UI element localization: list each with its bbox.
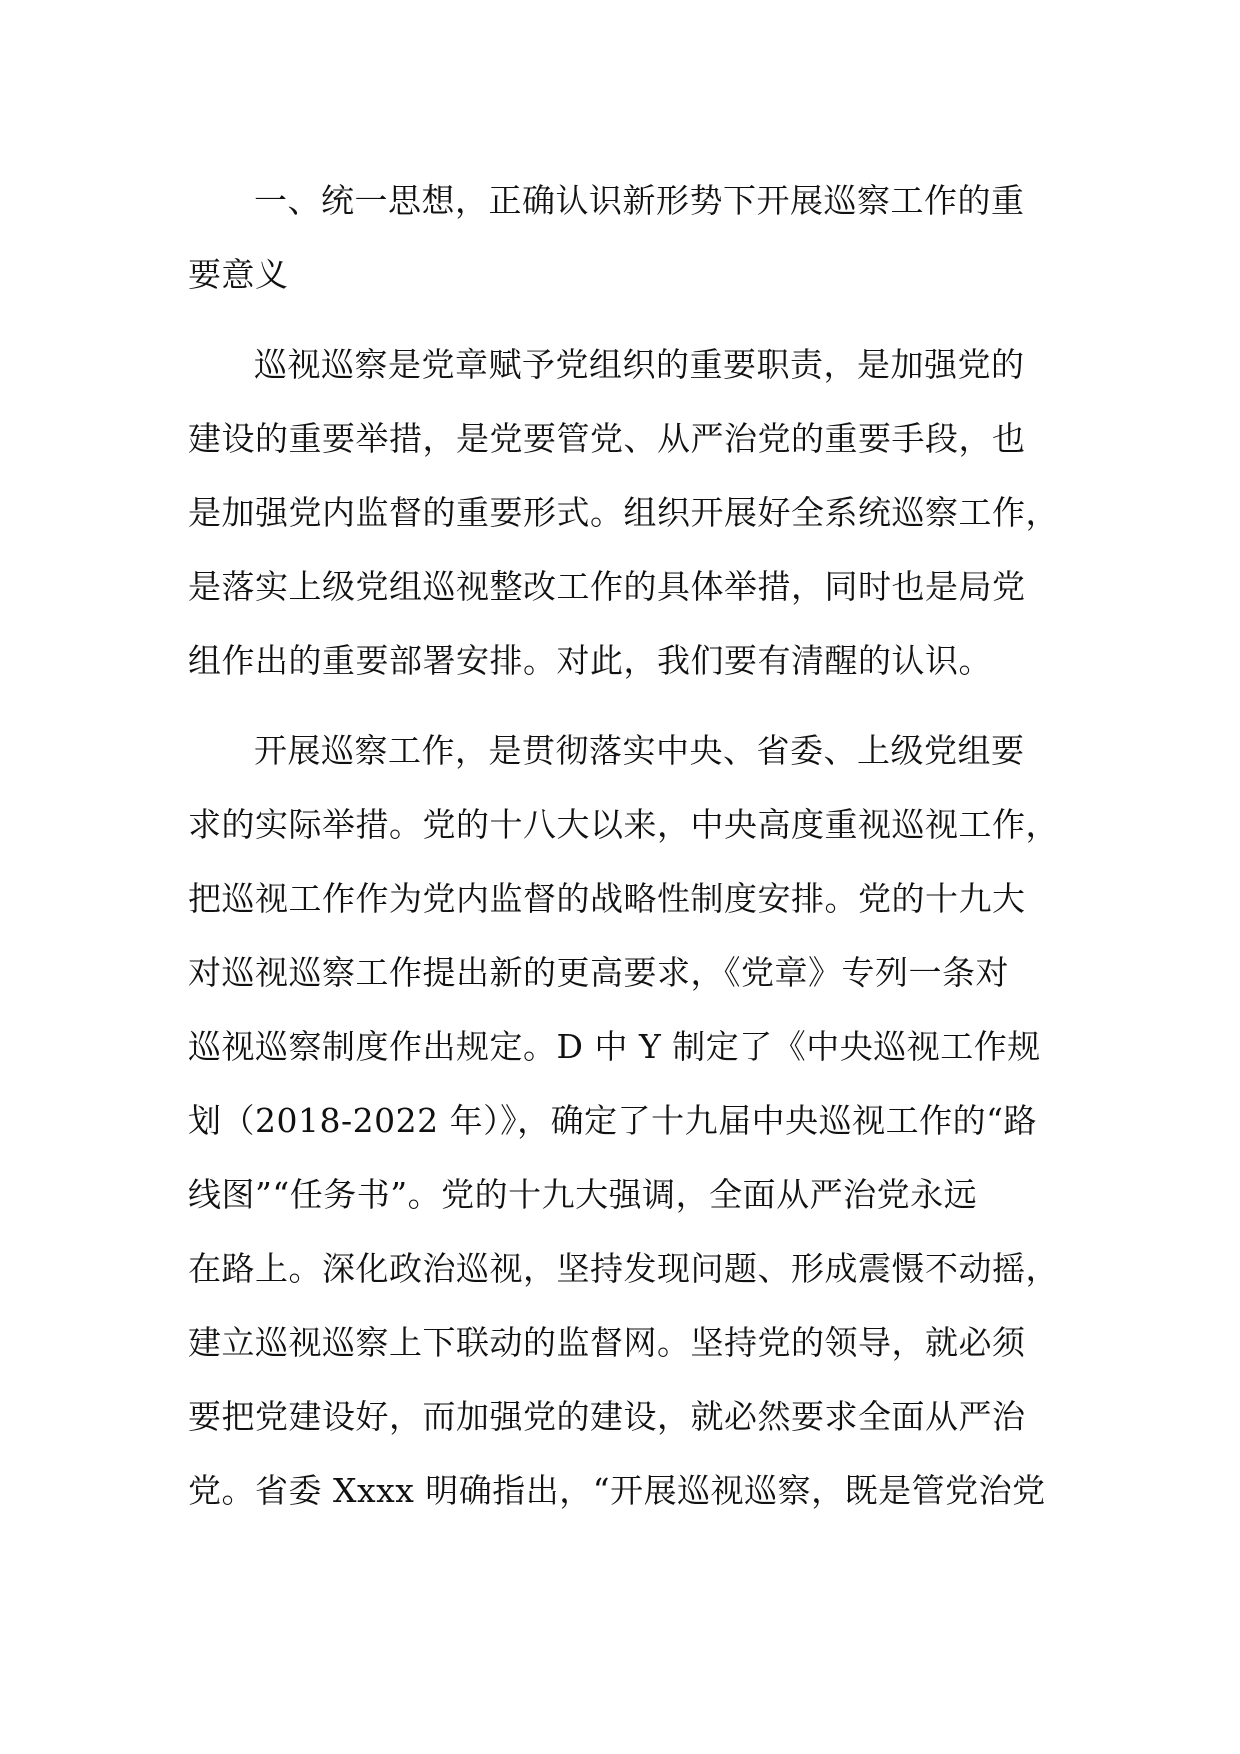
paragraph-line: 开展巡察工作，是贯彻落实中央、省委、上级党组要 — [254, 731, 1025, 770]
paragraph-line: 是落实上级党组巡视整改工作的具体举措，同时也是局党 — [188, 567, 1026, 606]
paragraph-line: 巡视巡察制度作出规定。D 中 Y 制定了《中央巡视工作规 — [188, 1027, 1041, 1066]
heading-line: 要意义 — [188, 255, 289, 294]
document-body — [188, 164, 1058, 1528]
heading-line: 一、统一思想，正确认识新形势下开展巡察工作的重 — [254, 181, 1025, 220]
paragraph-spacer — [188, 312, 1058, 328]
paragraph-line: 划（2018-2022 年）》，确定了十九届中央巡视工作的“路 — [188, 1101, 1037, 1140]
paragraph-spacer — [188, 698, 1058, 714]
paragraph-line: 巡视巡察是党章赋予党组织的重要职责，是加强党的 — [254, 345, 1025, 384]
section-heading — [188, 164, 1058, 312]
paragraph-line: 是加强党内监督的重要形式。组织开展好全系统巡察工作， — [188, 493, 1059, 532]
paragraph-line: 建设的重要举措，是党要管党、从严治党的重要手段，也 — [188, 419, 1026, 458]
paragraph-line: 要把党建设好，而加强党的建设，就必然要求全面从严治 — [188, 1397, 1026, 1436]
paragraph-2 — [188, 714, 1058, 1528]
paragraph-line: 在路上。深化政治巡视，坚持发现问题、形成震慑不动摇， — [188, 1249, 1059, 1288]
paragraph-line: 线图”“任务书”。党的十九大强调，全面从严治党永远 — [188, 1175, 978, 1214]
paragraph-line: 组作出的重要部署安排。对此，我们要有清醒的认识。 — [188, 641, 992, 680]
paragraph-line: 求的实际举措。党的十八大以来，中央高度重视巡视工作， — [188, 805, 1059, 844]
paragraph-1 — [188, 328, 1058, 698]
paragraph-line: 建立巡视巡察上下联动的监督网。坚持党的领导，就必须 — [188, 1323, 1026, 1362]
paragraph-line: 党。省委 Xxxx 明确指出，“开展巡视巡察，既是管党治党 — [188, 1471, 1046, 1510]
paragraph-line: 把巡视工作作为党内监督的战略性制度安排。党的十九大 — [188, 879, 1026, 918]
paragraph-line: 对巡视巡察工作提出新的更高要求，《党章》专列一条对 — [188, 953, 1009, 992]
